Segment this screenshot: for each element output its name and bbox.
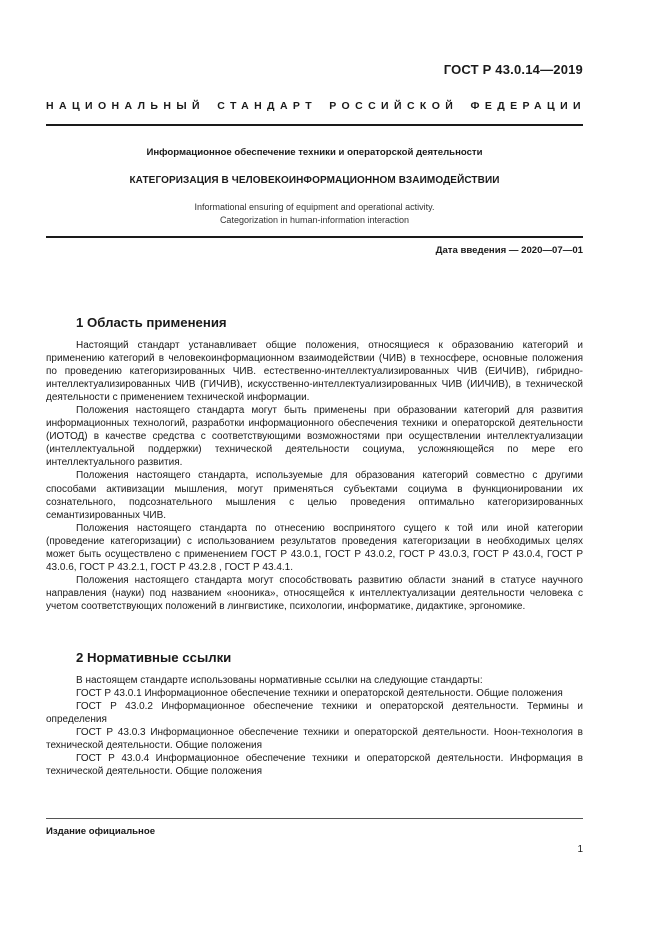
page-number: 1	[577, 844, 583, 855]
title-divider	[46, 236, 583, 238]
main-title: КАТЕГОРИЗАЦИЯ В ЧЕЛОВЕКОИНФОРМАЦИОННОМ ВЗАИМОДЕЙСТВИИ	[129, 175, 500, 186]
section-1-heading: 1 Область применения	[76, 315, 227, 330]
english-title	[46, 201, 583, 226]
reference-item: ГОСТ Р 43.0.3 Информационное обеспечение техники и операторской деятельности. Ноон-технология в технической деятельности. Общие положения	[46, 727, 583, 752]
paragraph: Положения настоящего стандарта по отнесению воспринятого сущего к той или иной категории (проведение категоризации) с использованием результатов проведения категоризации в необходимых целях может быть осуществлено с применением ГОСТ Р 43.0.1, ГОСТ Р 43.0.2, ГОСТ Р 43.0.3, ГОСТ Р 43.0.4, ГОСТ Р 43.0.6, ГОСТ Р 43.2.1, ГОСТ Р 43.2.8 , ГОСТ Р 43.4.1.	[46, 522, 583, 573]
paragraph: Настоящий стандарт устанавливает общие положения, относящиеся к образованию категорий и применению категорий в человекоинформационном взаимодействии (ЧИВ) в техносфере, основные положения по проведению категоризированных ЧИВ. естественно-интеллектуализированных ЧИВ (ЕИЧИВ), гибридно-интеллектуализированных ЧИВ (ГИЧИВ), искусственно-интеллектуализированных ЧИВ (ИИЧИВ), в технической деятельности с применением технической информации.	[46, 340, 583, 404]
paragraph: Положения настоящего стандарта, используемые для образования категорий совместно с другими способами активизации мышления, могут применяться субъектами социума в функционировании их сознательного, подсознательного мышления с целью проведения оптимально категоризированных семантизированных ЧИВ.	[46, 470, 583, 521]
series-title: Информационное обеспечение техники и операторской деятельности	[146, 147, 483, 158]
section-1-body	[46, 339, 583, 613]
section-2-body	[46, 674, 583, 778]
reference-item: ГОСТ Р 43.0.4 Информационное обеспечение техники и операторской деятельности. Информация в технической деятельности. Общие положения	[46, 753, 583, 778]
reference-item: ГОСТ Р 43.0.1 Информационное обеспечение техники и операторской деятельности. Общие положения	[76, 688, 563, 700]
official-edition-label: Издание официальное	[46, 826, 156, 837]
paragraph: Положения настоящего стандарта могут способствовать развитию области знаний в статусе научного направления (науки) под названием «нооника», относящейся к интеллектуализации деятельности человека с учетом соответствующих положений в лингвистике, психологии, информатике, дидактике, эргономике.	[46, 574, 583, 612]
top-divider	[46, 124, 583, 126]
section-2-heading: 2 Нормативные ссылки	[76, 650, 232, 665]
document-code: ГОСТ Р 43.0.14—2019	[443, 62, 583, 77]
reference-item: ГОСТ Р 43.0.2 Информационное обеспечение техники и операторской деятельности. Термины и определения	[46, 701, 583, 726]
national-standard-banner: НАЦИОНАЛЬНЫЙ СТАНДАРТ РОССИЙСКОЙ ФЕДЕРАЦИИ	[46, 100, 586, 112]
english-title-line-2: Categorization in human-information interaction	[219, 214, 410, 225]
footer-divider	[46, 818, 583, 819]
introduction-date: Дата введения — 2020—07—01	[435, 245, 583, 256]
english-title-line-1: Informational ensuring of equipment and operational activity.	[194, 202, 435, 212]
paragraph: Положения настоящего стандарта могут быть применены при образовании категорий для развития информационных технологий, разработки информационного обеспечения техники и операторской деятельности (ИОТОД) в качестве средства с соответствующими возможностями при осуществлении интеллектуализации (интеллектуальной поддержки) технической деятельности социума, усложняющейся по мере его интеллектуального развития.	[46, 405, 583, 469]
paragraph: В настоящем стандарте использованы нормативные ссылки на следующие стандарты:	[76, 675, 483, 686]
